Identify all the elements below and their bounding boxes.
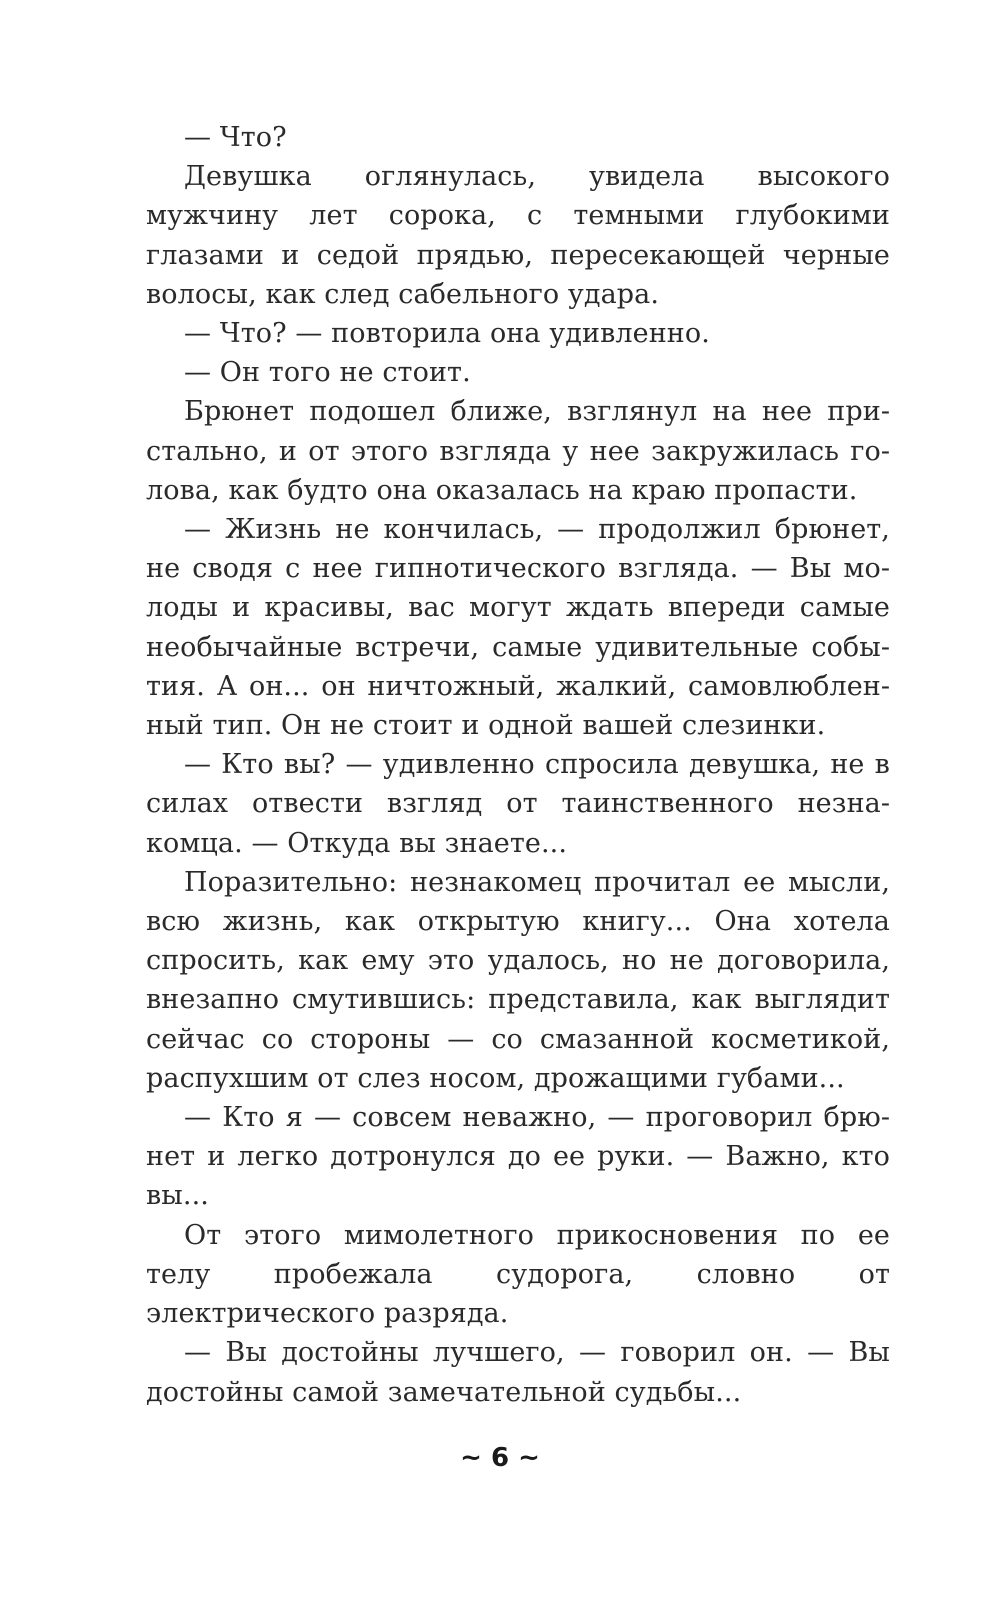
page-number: ~ 6 ~ <box>460 1443 540 1473</box>
paragraph-4: — Он того не стоит. <box>184 357 471 389</box>
paragraph-5: Брюнет подошел ближе, взглянул на нее пристально, и от этого взгляда у нее закружилась голова, как будто она оказалась на краю пропасти. <box>146 396 890 506</box>
body-text <box>146 118 890 1412</box>
paragraph-9: — Кто я — совсем неважно, — проговорил брюнет и легко дотронулся до ее руки. — Важно, кто вы... <box>146 1102 890 1212</box>
paragraph-1: — Что? <box>184 122 287 153</box>
paragraph-11: — Вы достойны лучшего, — говорил он. — Вы достойны самой замечательной судьбы... <box>146 1337 890 1408</box>
paragraph-7: — Кто вы? — удивленно спросила девушка, не в силах отвести взгляд от таинственного незнакомца. — Откуда вы знаете... <box>146 749 890 859</box>
paragraph-8: Поразительно: незнакомец прочитал ее мысли, всю жизнь, как открытую книгу... Она хотела спросить, как ему это удалось, но не договорила, внезапно смутившись: представила, как выглядит сейчас со стороны — со смазанной косметикой, распухшим от слез носом, дрожащими губами... <box>146 866 890 1094</box>
paragraph-6: — Жизнь не кончилась, — продолжил брюнет, не сводя с нее гипнотического взгляда. — Вы молоды и красивы, вас могут ждать впереди самые необычайные встречи, самые удивительные события. А он... он ничтожный, жалкий, самовлюбленный тип. Он не стоит и одной вашей слезинки. <box>146 514 890 742</box>
paragraph-2: Девушка оглянулась, увидела высокого мужчину лет сорока, с темными глубокими глазами и седой прядью, пересекающей черные волосы, как след сабельного удара. <box>146 161 890 310</box>
paragraph-10: От этого мимолетного прикосновения по ее телу пробежала судорога, словно от электрического разряда. <box>146 1219 890 1330</box>
paragraph-3: — Что? — повторила она удивленно. <box>184 318 710 350</box>
